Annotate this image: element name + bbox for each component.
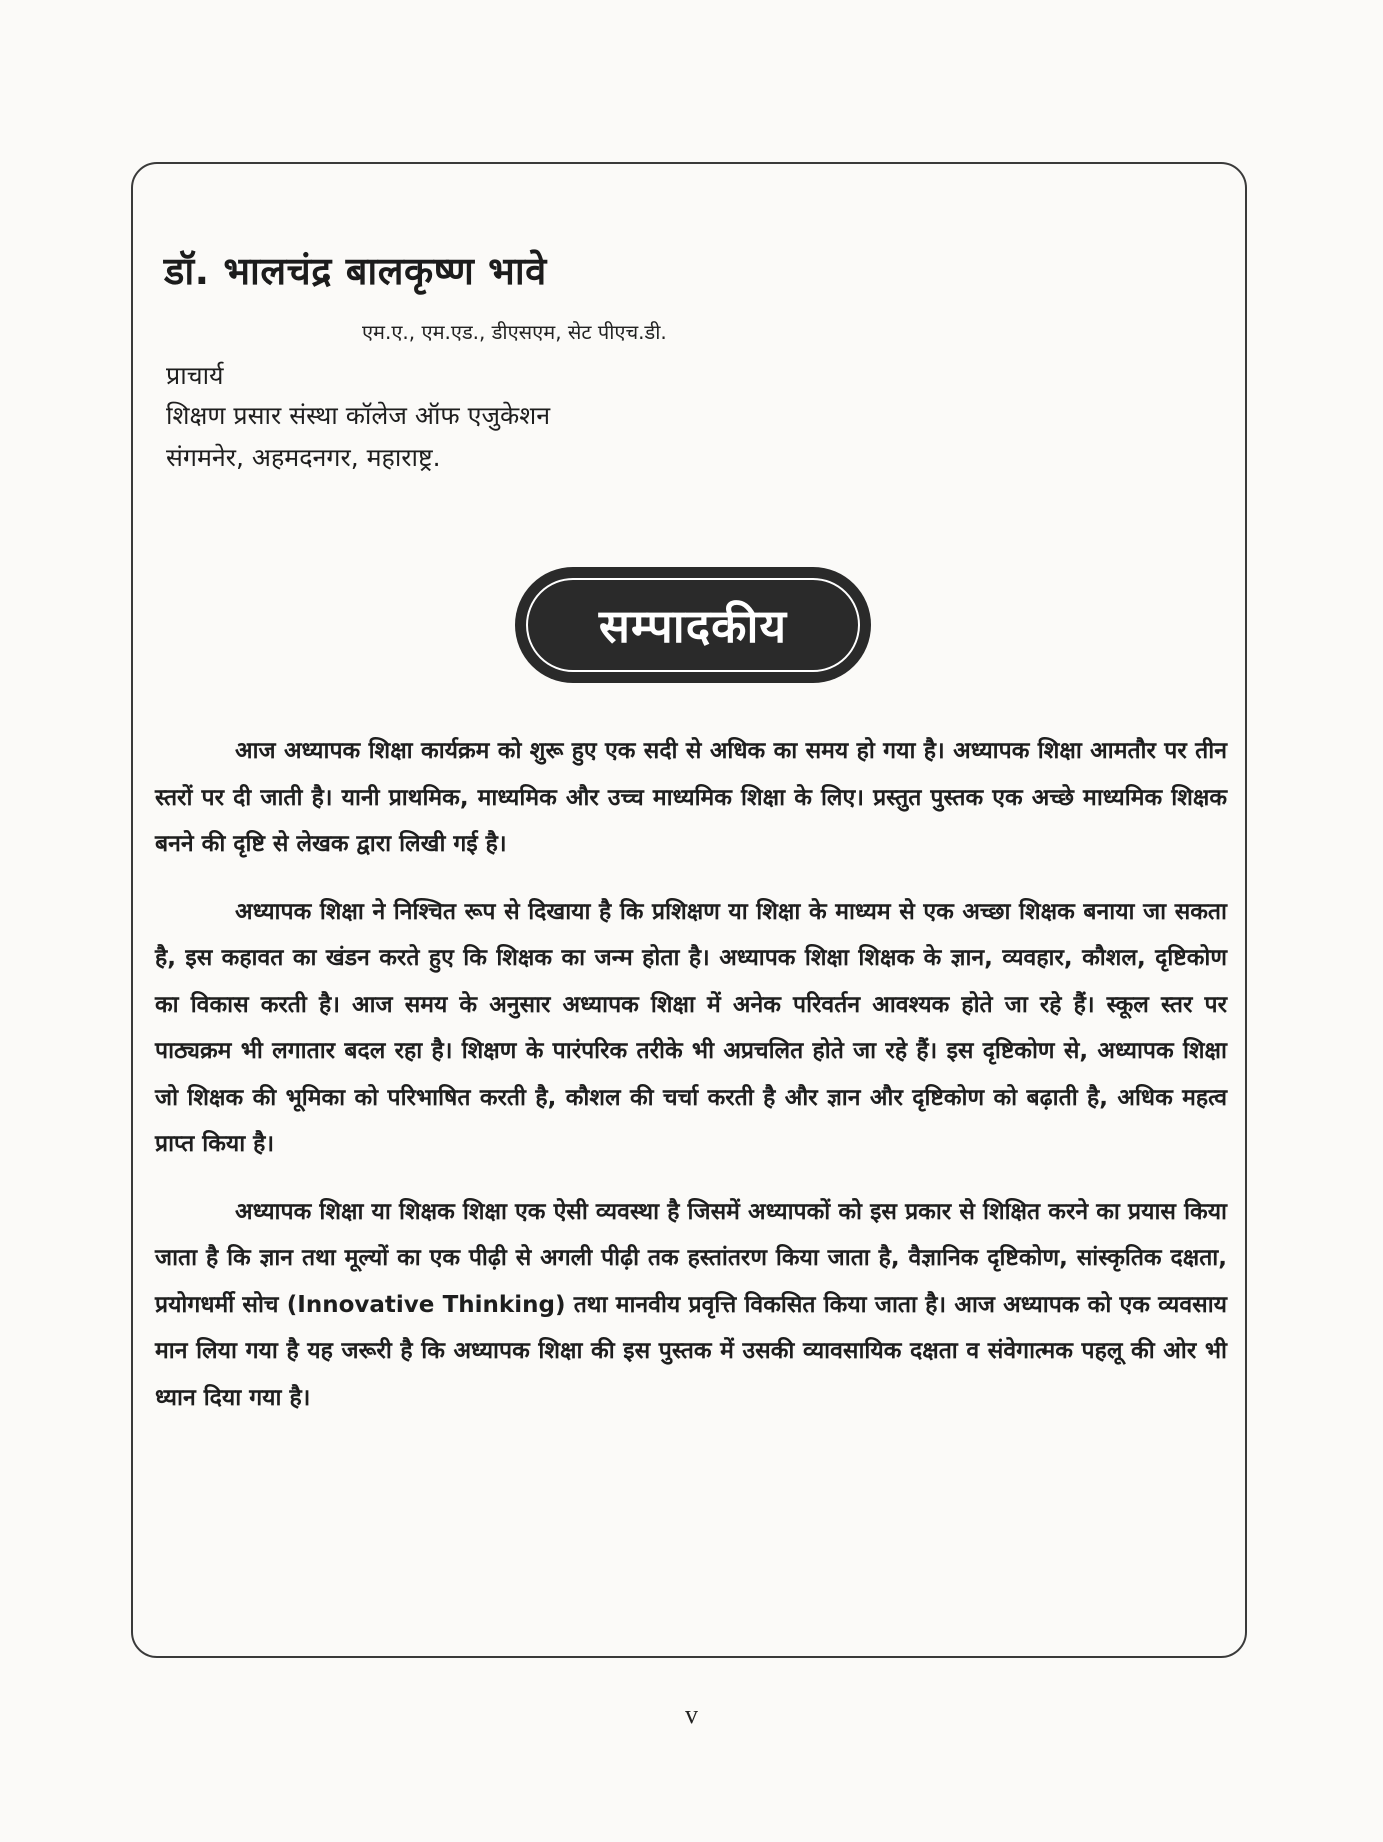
author-designation: प्राचार्य: [166, 361, 224, 390]
author-address: संगमनेर, अहमदनगर, महाराष्ट्र.: [166, 443, 441, 472]
section-title-badge: [518, 570, 868, 680]
paragraph-3: अध्यापक शिक्षा या शिक्षक शिक्षा एक ऐसी व्यवस्था है जिसमें अध्यापकों को इस प्रकार से शिक्षित करने का प्रयास किया जाता है कि ज्ञान तथा मूल्यों का एक पीढ़ी से अगली पीढ़ी तक हस्तांतरण किया जाता है, वैज्ञानिक दृष्टिकोण, सांस्कृतिक दक्षता, प्रयोगधर्मी सोच (Innovative Thinking) तथा मानवीय प्रवृत्ति विकसित किया जाता है। आज अध्यापक को एक व्यवसाय मान लिया गया है यह जरूरी है कि अध्यापक शिक्षा की इस पुस्तक में उसकी व्यावसायिक दक्षता व संवेगात्मक पहलू की ओर भी ध्यान दिया गया है।: [155, 1198, 1227, 1411]
page-number: v: [685, 1700, 698, 1729]
section-title: सम्पादकीय: [598, 599, 788, 653]
editorial-body: [155, 728, 1227, 1442]
author-name: डॉ. भालचंद्र बालकृष्ण भावे: [164, 249, 547, 293]
author-institution: शिक्षण प्रसार संस्था कॉलेज ऑफ एजुकेशन: [166, 401, 551, 430]
paragraph-2: अध्यापक शिक्षा ने निश्चित रूप से दिखाया है कि प्रशिक्षण या शिक्षा के माध्यम से एक अच्छा शिक्षक बनाया जा सकता है, इस कहावत का खंडन करते हुए कि शिक्षक का जन्म होता है। अध्यापक शिक्षा शिक्षक के ज्ञान, व्यवहार, कौशल, दृष्टिकोण का विकास करती है। आज समय के अनुसार अध्यापक शिक्षा में अनेक परिवर्तन आवश्यक होते जा रहे हैं। स्कूल स्तर पर पाठ्यक्रम भी लगातार बदल रहा है। शिक्षण के पारंपरिक तरीके भी अप्रचलित होते जा रहे हैं। इस दृष्टिकोण से, अध्यापक शिक्षा जो शिक्षक की भूमिका को परिभाषित करती है, कौशल की चर्चा करती है और ज्ञान और दृष्टिकोण को बढ़ाती है, अधिक महत्व प्राप्त किया है।: [155, 898, 1227, 1157]
paragraph-1: आज अध्यापक शिक्षा कार्यक्रम को शुरू हुए एक सदी से अधिक का समय हो गया है। अध्यापक शिक्षा आमतौर पर तीन स्तरों पर दी जाती है। यानी प्राथमिक, माध्यमिक और उच्च माध्यमिक शिक्षा के लिए। प्रस्तुत पुस्तक एक अच्छे माध्यमिक शिक्षक बनने की दृष्टि से लेखक द्वारा लिखी गई है।: [155, 738, 1227, 857]
author-degrees: एम.ए., एम.एड., डीएसएम, सेट पीएच.डी.: [362, 320, 667, 344]
